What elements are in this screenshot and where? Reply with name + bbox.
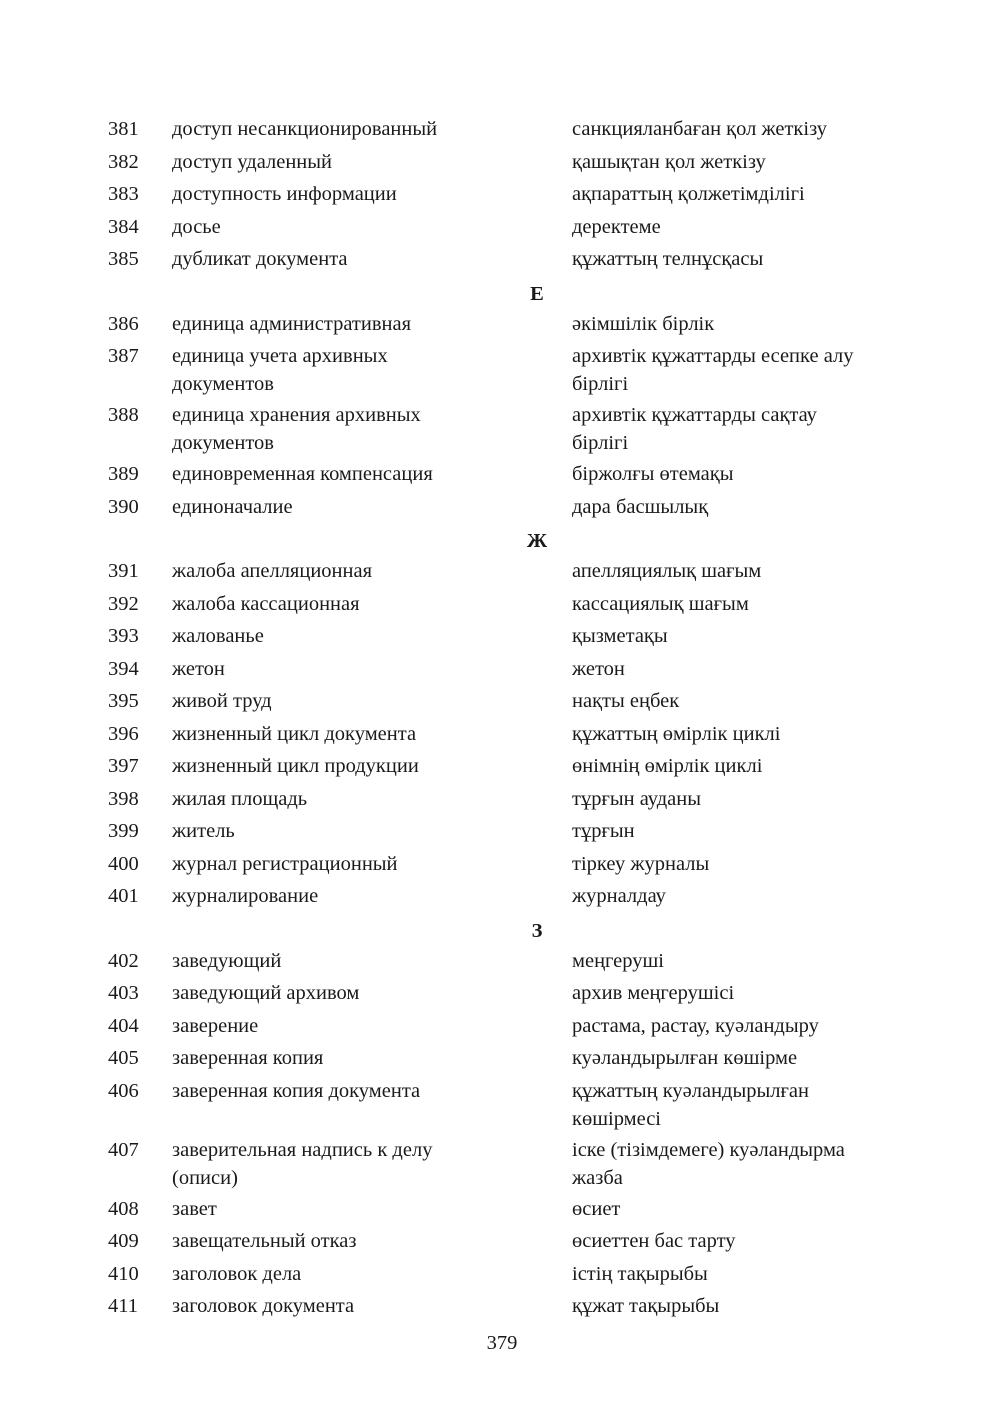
russian-term <box>172 342 512 398</box>
russian-term-line: (описи) <box>172 1166 238 1189</box>
kazakh-term-line: іске (тізімдемеге) куәландырма <box>572 1138 845 1161</box>
kazakh-term-line: өнімнің өмірлік циклі <box>572 755 763 777</box>
russian-term-line: завещательный отказ <box>172 1230 357 1252</box>
page-number: 379 <box>486 1332 518 1354</box>
russian-term <box>172 1292 512 1320</box>
kazakh-term-line: куәландырылған көшірме <box>572 1047 798 1069</box>
glossary-entry <box>0 687 1004 720</box>
russian-term <box>172 622 512 650</box>
russian-term <box>172 1012 512 1040</box>
kazakh-term-line: тіркеу журналы <box>572 852 710 875</box>
kazakh-term-line: санкцияланбаған қол жеткізу <box>572 118 827 140</box>
russian-term-line: доступ удаленный <box>172 150 333 173</box>
kazakh-term-line: тұрғын ауданы <box>572 787 702 810</box>
entry-number: 405 <box>108 1047 139 1069</box>
entry-number: 406 <box>108 1079 139 1102</box>
glossary-entry <box>0 401 1004 460</box>
kazakh-term <box>572 947 912 975</box>
entry-number: 399 <box>108 820 139 842</box>
entry-number: 396 <box>108 722 139 745</box>
kazakh-term <box>572 817 912 845</box>
kazakh-term-line: жазба <box>572 1166 623 1189</box>
entry-number: 400 <box>108 852 139 875</box>
russian-term <box>172 979 512 1007</box>
kazakh-term <box>572 245 912 273</box>
russian-term-line: заголовок дела <box>172 1262 302 1285</box>
kazakh-term <box>572 655 912 683</box>
russian-term <box>172 590 512 618</box>
glossary-entry <box>0 590 1004 623</box>
entry-number: 397 <box>108 755 139 777</box>
glossary-page <box>0 115 1004 1325</box>
kazakh-term-line: әкімшілік бірлік <box>572 312 715 335</box>
russian-term <box>172 850 512 878</box>
kazakh-term-line: ақпараттың қолжетімділігі <box>572 183 805 205</box>
glossary-entry <box>0 1292 1004 1325</box>
kazakh-term <box>572 1227 912 1255</box>
glossary-entry <box>0 817 1004 850</box>
kazakh-term-line: бірлігі <box>572 432 629 454</box>
kazakh-term <box>572 1195 912 1223</box>
kazakh-term <box>572 752 912 780</box>
kazakh-term <box>572 1136 912 1192</box>
kazakh-term <box>572 1077 912 1133</box>
entry-number: 388 <box>108 404 139 426</box>
russian-term <box>172 557 512 585</box>
kazakh-term-line: құжаттың телнұсқасы <box>572 248 764 270</box>
entry-number: 398 <box>108 787 139 810</box>
entry-number: 393 <box>108 625 139 647</box>
glossary-entry <box>0 947 1004 980</box>
russian-term <box>172 1227 512 1255</box>
russian-term <box>172 1260 512 1288</box>
russian-term <box>172 720 512 748</box>
kazakh-term-line: архив меңгерушісі <box>572 982 735 1004</box>
russian-term <box>172 947 512 975</box>
glossary-entry <box>0 148 1004 181</box>
kazakh-term <box>572 148 912 176</box>
section-letter: Е <box>530 282 544 305</box>
entry-number: 390 <box>108 495 139 518</box>
glossary-entry <box>0 557 1004 590</box>
kazakh-term <box>572 1260 912 1288</box>
kazakh-term <box>572 1012 912 1040</box>
russian-term <box>172 310 512 338</box>
kazakh-term <box>572 622 912 650</box>
russian-term-line: единица хранения архивных <box>172 404 421 426</box>
kazakh-term-line: апелляциялық шағым <box>572 560 762 582</box>
russian-term-line: документов <box>172 432 274 454</box>
entry-number: 394 <box>108 657 139 680</box>
entry-number: 403 <box>108 982 139 1004</box>
russian-term <box>172 687 512 715</box>
russian-term-line: житель <box>172 820 235 842</box>
russian-term-line: заведующий архивом <box>172 982 360 1004</box>
russian-term-line: заверенная копия <box>172 1047 324 1069</box>
section-letter: Ж <box>526 530 548 552</box>
entry-number: 395 <box>108 690 139 712</box>
russian-term <box>172 882 512 910</box>
russian-term-line: единоначалие <box>172 495 293 518</box>
russian-term <box>172 752 512 780</box>
glossary-entry <box>0 115 1004 148</box>
kazakh-term <box>572 460 912 488</box>
russian-term-line: жетон <box>172 657 225 680</box>
entry-number: 383 <box>108 183 139 205</box>
entry-number: 392 <box>108 592 139 615</box>
kazakh-term <box>572 1292 912 1320</box>
kazakh-term-line: бірлігі <box>572 373 629 395</box>
glossary-entry <box>0 622 1004 655</box>
kazakh-term-line: қашықтан қол жеткізу <box>572 150 766 173</box>
russian-term-line: заверение <box>172 1014 259 1037</box>
kazakh-term-line: архивтік құжаттарды есепке алу <box>572 345 854 367</box>
kazakh-term <box>572 590 912 618</box>
entry-number: 408 <box>108 1197 139 1220</box>
russian-term-line: жизненный цикл продукции <box>172 755 419 777</box>
russian-term-line: документов <box>172 373 274 395</box>
russian-term <box>172 785 512 813</box>
russian-term <box>172 180 512 208</box>
glossary-entry <box>0 1044 1004 1077</box>
russian-term-line: заверенная копия документа <box>172 1079 421 1102</box>
russian-term <box>172 115 512 143</box>
kazakh-term <box>572 180 912 208</box>
russian-term-line: заведующий <box>172 949 282 972</box>
kazakh-term <box>572 310 912 338</box>
kazakh-term <box>572 850 912 878</box>
russian-term-line: дубликат документа <box>172 248 348 270</box>
kazakh-term-line: тұрғын <box>572 820 635 842</box>
glossary-entry <box>0 752 1004 785</box>
entry-number: 384 <box>108 215 139 238</box>
kazakh-term-line: өсиет <box>572 1197 621 1220</box>
russian-term-line: жалоба кассационная <box>172 592 360 615</box>
russian-term <box>172 1195 512 1223</box>
entry-number: 385 <box>108 248 139 270</box>
entry-number: 409 <box>108 1230 139 1252</box>
kazakh-term <box>572 213 912 241</box>
glossary-entry <box>0 213 1004 246</box>
kazakh-term-line: меңгеруші <box>572 949 664 972</box>
russian-term-line: доступность информации <box>172 183 397 205</box>
kazakh-term-line: өсиеттен бас тарту <box>572 1230 736 1252</box>
glossary-entry <box>0 882 1004 915</box>
glossary-entry <box>0 720 1004 753</box>
glossary-entry <box>0 1195 1004 1228</box>
kazakh-term-line: архивтік құжаттарды сақтау <box>572 404 817 426</box>
russian-term-line: журналирование <box>172 885 319 907</box>
entry-number: 389 <box>108 463 139 485</box>
glossary-entry <box>0 785 1004 818</box>
kazakh-term <box>572 720 912 748</box>
glossary-entry <box>0 1260 1004 1293</box>
kazakh-term-line: құжаттың куәландырылған <box>572 1079 809 1102</box>
glossary-entry <box>0 1136 1004 1195</box>
section-letter: З <box>531 919 543 942</box>
entry-number: 391 <box>108 560 139 582</box>
entry-number: 404 <box>108 1014 139 1037</box>
entry-number: 382 <box>108 150 139 173</box>
kazakh-term-line: құжаттың өмірлік циклі <box>572 722 781 745</box>
kazakh-term-line: дара басшылық <box>572 495 709 518</box>
kazakh-term-line: жетон <box>572 657 625 680</box>
entry-number: 387 <box>108 345 139 367</box>
russian-term <box>172 460 512 488</box>
glossary-entry <box>0 342 1004 401</box>
russian-term-line: досье <box>172 215 221 238</box>
glossary-entry <box>0 245 1004 278</box>
entry-number: 411 <box>108 1295 138 1317</box>
russian-term <box>172 1136 512 1192</box>
glossary-entry <box>0 1227 1004 1260</box>
entry-number: 407 <box>108 1138 139 1161</box>
russian-term-line: завет <box>172 1197 217 1220</box>
kazakh-term-line: қызметақы <box>572 625 668 647</box>
russian-term <box>172 1044 512 1072</box>
russian-term-line: единица учета архивных <box>172 345 388 367</box>
russian-term-line: доступ несанкционированный <box>172 118 438 140</box>
entry-number: 410 <box>108 1262 139 1285</box>
kazakh-term <box>572 1044 912 1072</box>
glossary-entry <box>0 310 1004 343</box>
kazakh-term-line: көшірмесі <box>572 1107 662 1130</box>
entry-number: 386 <box>108 312 139 335</box>
russian-term <box>172 148 512 176</box>
russian-term <box>172 213 512 241</box>
russian-term <box>172 493 512 521</box>
russian-term-line: жалованье <box>172 625 264 647</box>
kazakh-term <box>572 401 912 457</box>
glossary-entry <box>0 850 1004 883</box>
glossary-entry <box>0 979 1004 1012</box>
kazakh-term-line: кассациялық шағым <box>572 592 749 615</box>
glossary-entry <box>0 460 1004 493</box>
kazakh-term <box>572 785 912 813</box>
kazakh-term <box>572 557 912 585</box>
kazakh-term-line: нақты еңбек <box>572 690 680 712</box>
russian-term-line: живой труд <box>172 690 272 712</box>
russian-term <box>172 1077 512 1105</box>
kazakh-term <box>572 979 912 1007</box>
glossary-entry <box>0 1012 1004 1045</box>
russian-term-line: заверительная надпись к делу <box>172 1138 433 1161</box>
kazakh-term-line: істің тақырыбы <box>572 1262 708 1285</box>
entry-number: 381 <box>108 118 139 140</box>
glossary-entry <box>0 493 1004 526</box>
russian-term <box>172 245 512 273</box>
kazakh-term <box>572 882 912 910</box>
kazakh-term <box>572 342 912 398</box>
kazakh-term <box>572 115 912 143</box>
russian-term-line: единица административная <box>172 312 412 335</box>
russian-term-line: заголовок документа <box>172 1295 355 1317</box>
kazakh-term <box>572 687 912 715</box>
kazakh-term-line: растама, растау, куәландыру <box>572 1014 819 1037</box>
russian-term-line: жилая площадь <box>172 787 308 810</box>
entry-number: 401 <box>108 885 139 907</box>
kazakh-term <box>572 493 912 521</box>
glossary-entry <box>0 1077 1004 1136</box>
kazakh-term-line: журналдау <box>572 885 666 907</box>
russian-term-line: журнал регистрационный <box>172 852 398 875</box>
russian-term-line: жизненный цикл документа <box>172 722 417 745</box>
russian-term <box>172 401 512 457</box>
russian-term <box>172 655 512 683</box>
glossary-entry <box>0 180 1004 213</box>
glossary-entry <box>0 655 1004 688</box>
russian-term-line: жалоба апелляционная <box>172 560 373 582</box>
entry-number: 402 <box>108 949 139 972</box>
kazakh-term-line: біржолғы өтемақы <box>572 463 734 485</box>
russian-term <box>172 817 512 845</box>
russian-term-line: единовременная компенсация <box>172 463 433 485</box>
kazakh-term-line: деректеме <box>572 215 661 238</box>
kazakh-term-line: құжат тақырыбы <box>572 1295 720 1317</box>
